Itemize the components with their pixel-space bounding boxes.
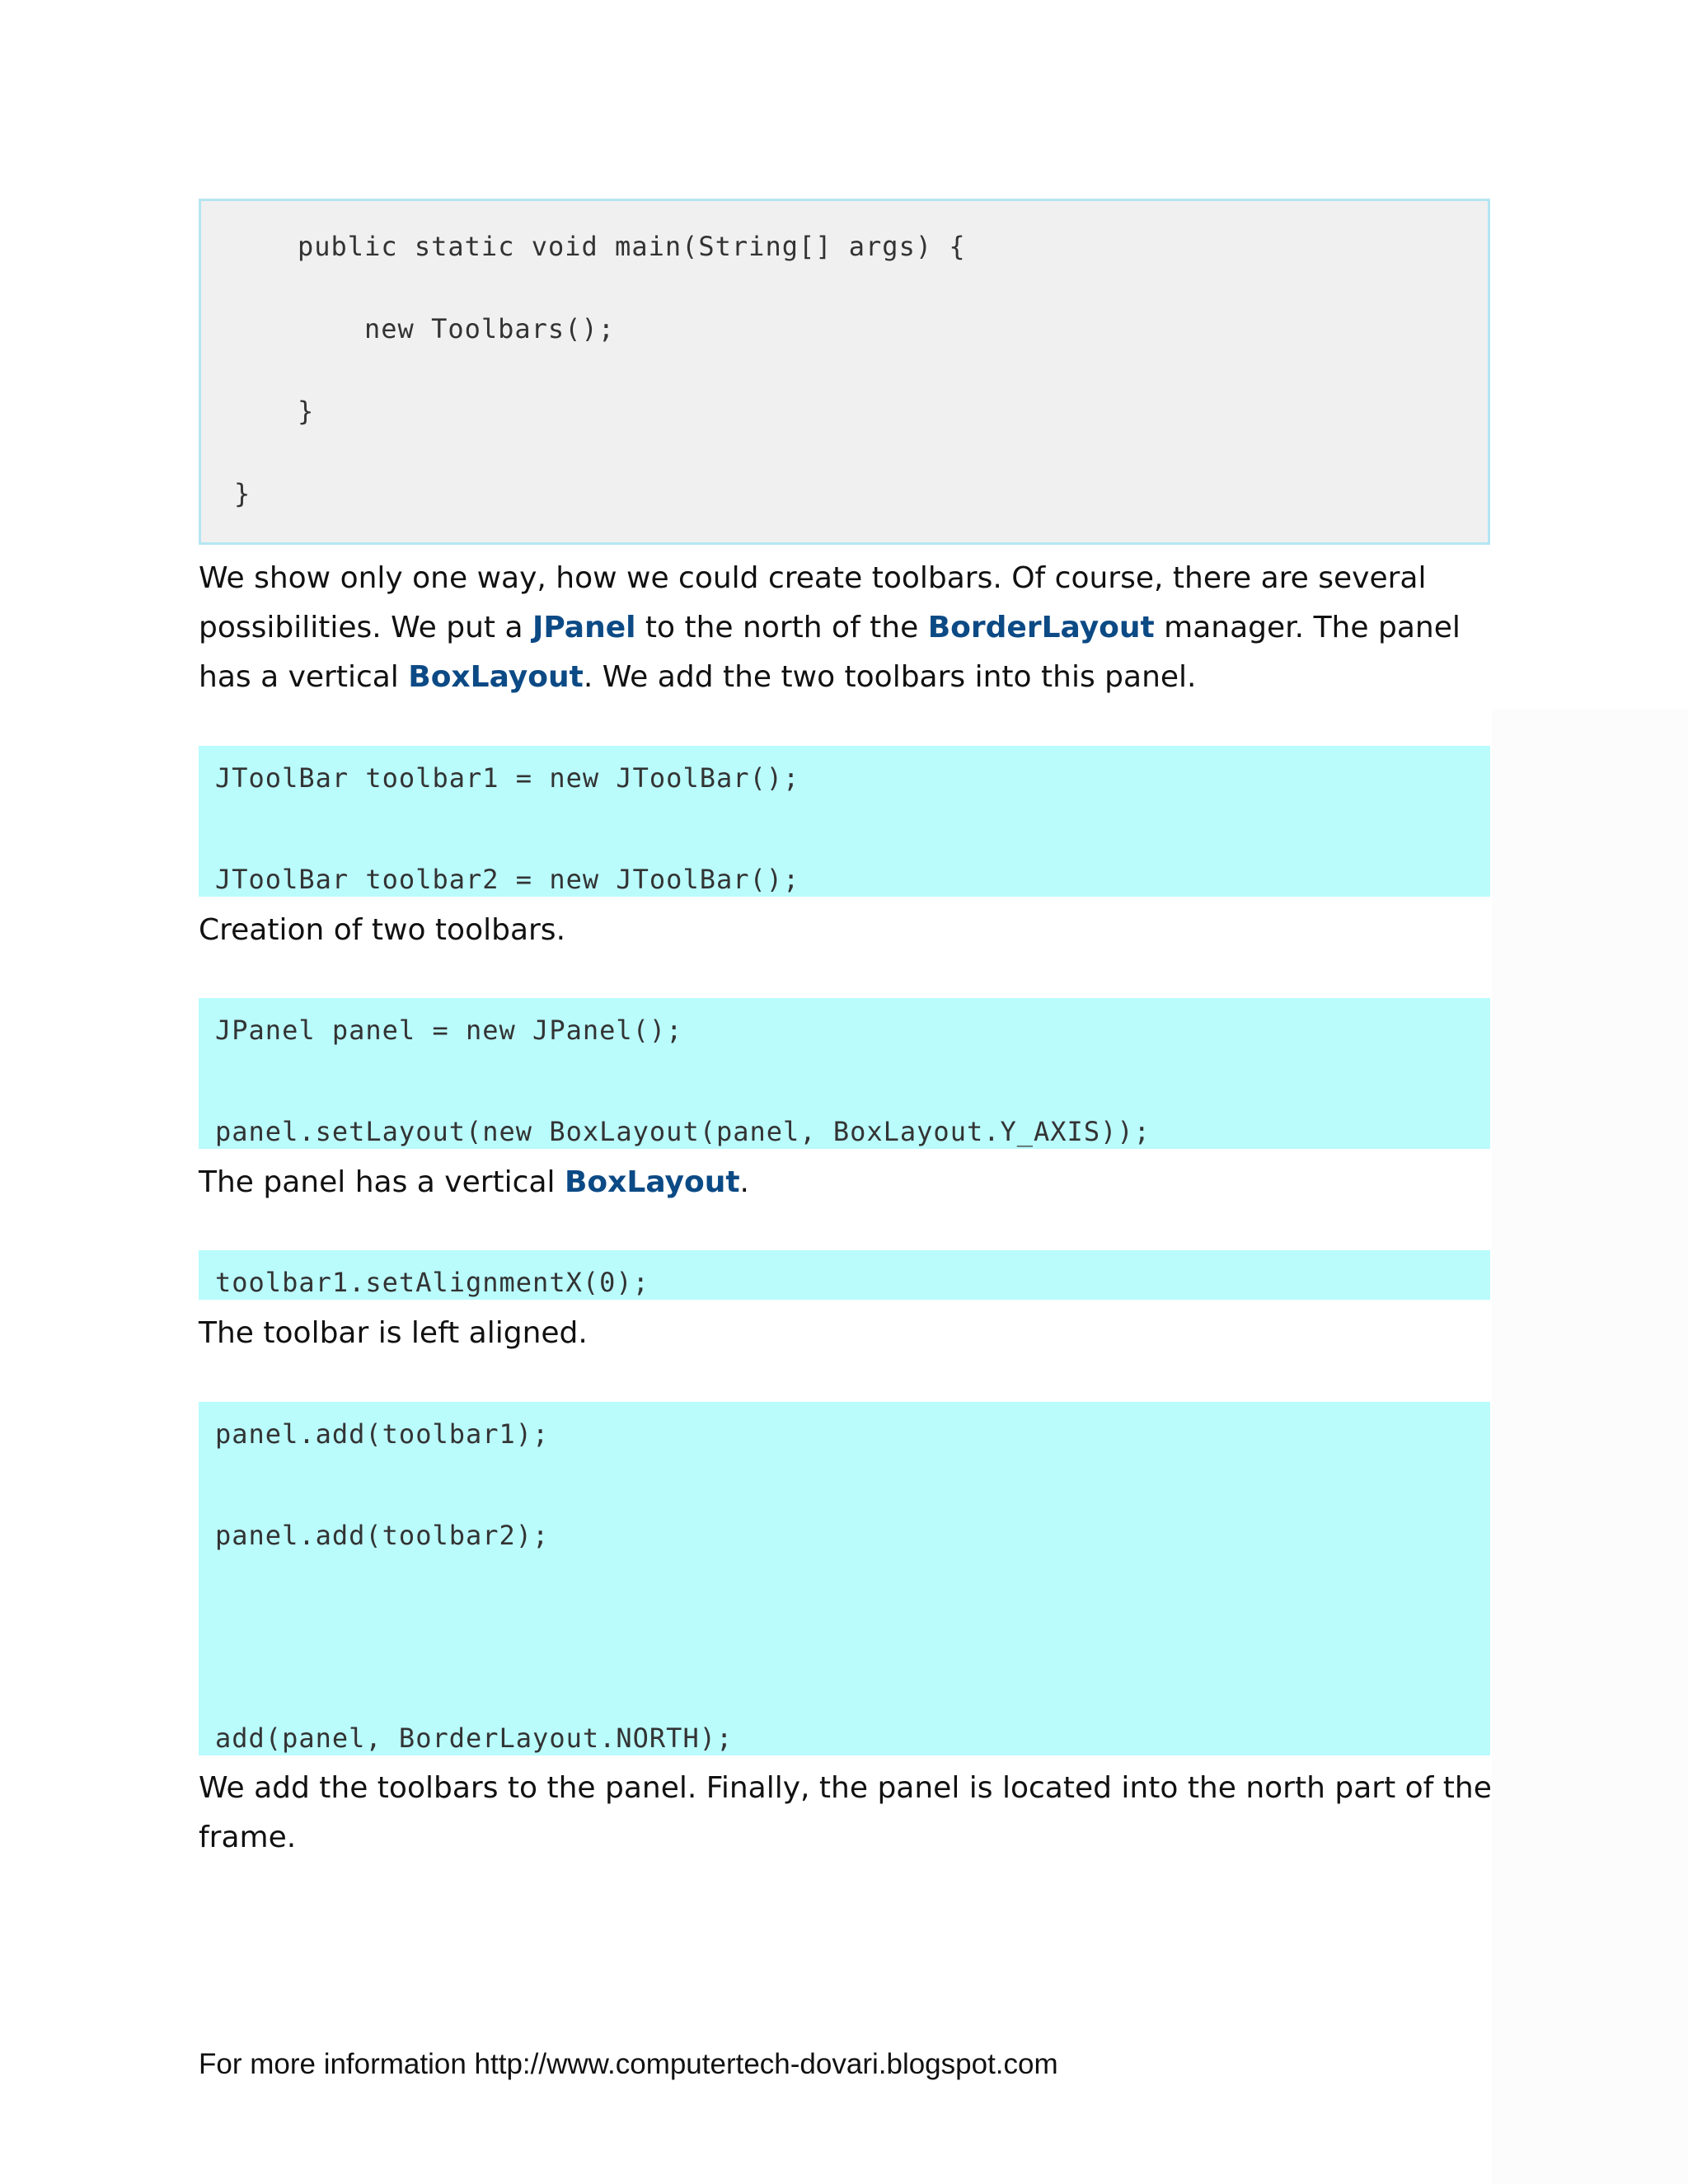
caption-toolbars: Creation of two toolbars. [199,913,566,947]
code-line: add(panel, BorderLayout.NORTH); [215,1722,734,1754]
code-line: panel.add(toolbar1); [215,1418,550,1450]
code-line: panel.add(toolbar2); [215,1520,550,1551]
code-block-alignment [199,1250,1490,1300]
page-edge-shade [1492,709,1688,2184]
paragraph-intro: We show only one way, how we could create toolbars. Of course, there are several possibilities. We put a JPanel to the north of the BorderLayout manager. The panel has a vertical BoxLayout. We add the two toolbars into this panel. [199,561,1461,694]
code-line: toolbar1.setAlignmentX(0); [215,1267,649,1298]
caption-add-panel: We add the toolbars to the panel. Finally, the panel is located into the north part of the frame. [199,1771,1492,1854]
code-line: public static void main(String[] args) { [298,231,966,262]
code-line: new Toolbars(); [364,313,615,344]
keyword-boxlayout: BoxLayout [564,1165,740,1199]
code-line: } [234,478,251,509]
keyword-borderlayout: BorderLayout [927,611,1155,644]
code-block-panel [199,998,1490,1149]
code-line: JToolBar toolbar1 = new JToolBar(); [215,762,800,794]
code-line: JPanel panel = new JPanel(); [215,1015,683,1046]
keyword-boxlayout: BoxLayout [408,660,584,694]
code-block-add-panel [199,1402,1490,1755]
code-block-toolbars [199,746,1490,897]
code-line: } [298,396,315,427]
code-line: panel.setLayout(new BoxLayout(panel, BoxLayout.Y_AXIS)); [215,1116,1151,1147]
code-line: JToolBar toolbar2 = new JToolBar(); [215,864,800,895]
footer-info: For more information http://www.computertech-dovari.blogspot.com [199,2048,1058,2080]
caption-panel: The panel has a vertical BoxLayout. [199,1165,749,1199]
caption-alignment: The toolbar is left aligned. [199,1316,588,1350]
keyword-jpanel: JPanel [532,611,636,644]
